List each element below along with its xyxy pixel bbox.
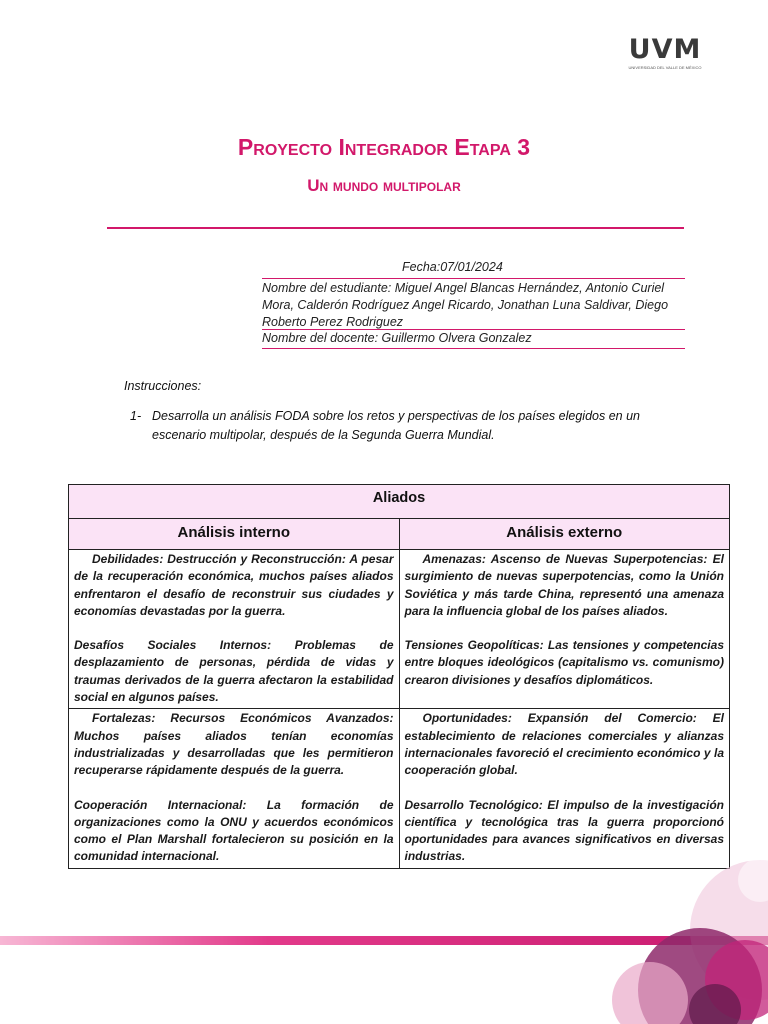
cell-amenazas — [399, 550, 730, 708]
cell-debilidades — [69, 550, 399, 708]
logo-text: UVM — [628, 34, 702, 65]
student-names: Nombre del estudiante: Miguel Angel Blancas Hernández, Antonio Curiel Mora, Calderón Rodríguez Angel Ricardo, Jonathan Luna Saldivar, Diego Roberto Perez Rodriguez — [262, 281, 669, 329]
title-divider — [107, 227, 684, 229]
table-row — [69, 550, 729, 708]
column-external: Análisis externo — [399, 519, 730, 549]
table-row — [69, 708, 729, 867]
logo-subtitle: UNIVERSIDAD DEL VALLE DE MÉXICO — [628, 65, 702, 70]
uvm-logo — [610, 36, 720, 72]
foda-table — [68, 484, 730, 869]
instruction-text: Desarrolla un análisis FODA sobre los retos y perspectivas de los países elegidos en un escenario multipolar, después de la Segunda Guerra Mundial. — [152, 409, 640, 442]
instruction-item — [130, 407, 650, 445]
fortalezas-paragraph: Cooperación Internacional: La formación de organizaciones como la ONU y acuerdos económicos como el Plan Marshall fortalecieron su posición en la comunidad internacional. — [74, 797, 394, 864]
column-internal: Análisis interno — [177, 524, 291, 541]
foda-column-headers — [69, 519, 729, 550]
decorative-circles — [0, 860, 768, 1024]
oportunidades-paragraph: Desarrollo Tecnológico: El impulso de la investigación científica y tecnológica tras la guerra proporcionó oportunidades para avances significativos en diversas industrias. — [404, 797, 724, 864]
amenazas-paragraph: Tensiones Geopolíticas: Las tensiones y competencias entre bloques ideológicos (capitalismo vs. comunismo) crearon divisiones y desafíos diplomáticos. — [404, 638, 724, 687]
foda-table-title: Aliados — [69, 485, 729, 519]
cell-fortalezas — [69, 709, 399, 867]
fortalezas-paragraph: Fortalezas: Recursos Económicos Avanzados: Muchos países aliados tenían economías industrializadas y desarrolladas que les permitieron recuperarse rápidamente después de la guerra. — [74, 711, 394, 778]
meta-divider — [262, 348, 685, 349]
cell-oportunidades — [399, 709, 730, 867]
teacher-name: Nombre del docente: Guillermo Olvera Gonzalez — [262, 331, 532, 345]
debilidades-paragraph: Desafíos Sociales Internos: Problemas de desplazamiento de personas, pérdida de vidas y traumas derivados de la guerra afectaron la estabilidad social en algunos países. — [74, 638, 394, 705]
amenazas-paragraph: Amenazas: Ascenso de Nuevas Superpotencias: El surgimiento de nuevas superpotencias, como la Unión Soviética y más tarde China, representó una amenaza para la influencia global de los países aliados. — [404, 552, 724, 618]
debilidades-paragraph: Debilidades: Destrucción y Reconstrucción: A pesar de la recuperación económica, muchos países aliados enfrentaron el desafío de reconstruir sus ciudades y economías devastadas por la guerra. — [74, 552, 394, 618]
page-title: Proyecto Integrador Etapa 3 — [237, 134, 531, 160]
page-subtitle: Un mundo multipolar — [307, 176, 461, 195]
meta-divider — [262, 278, 685, 279]
instructions-label: Instrucciones: — [124, 379, 202, 393]
meta-divider — [262, 329, 685, 330]
pink-band — [0, 936, 768, 945]
date-field: Fecha:07/01/2024 — [402, 260, 503, 274]
instruction-number: 1- — [130, 409, 142, 423]
oportunidades-paragraph: Oportunidades: Expansión del Comercio: El establecimiento de relaciones comerciales y alianzas internacionales favoreció el crecimiento económico y la cooperación global. — [404, 711, 724, 778]
